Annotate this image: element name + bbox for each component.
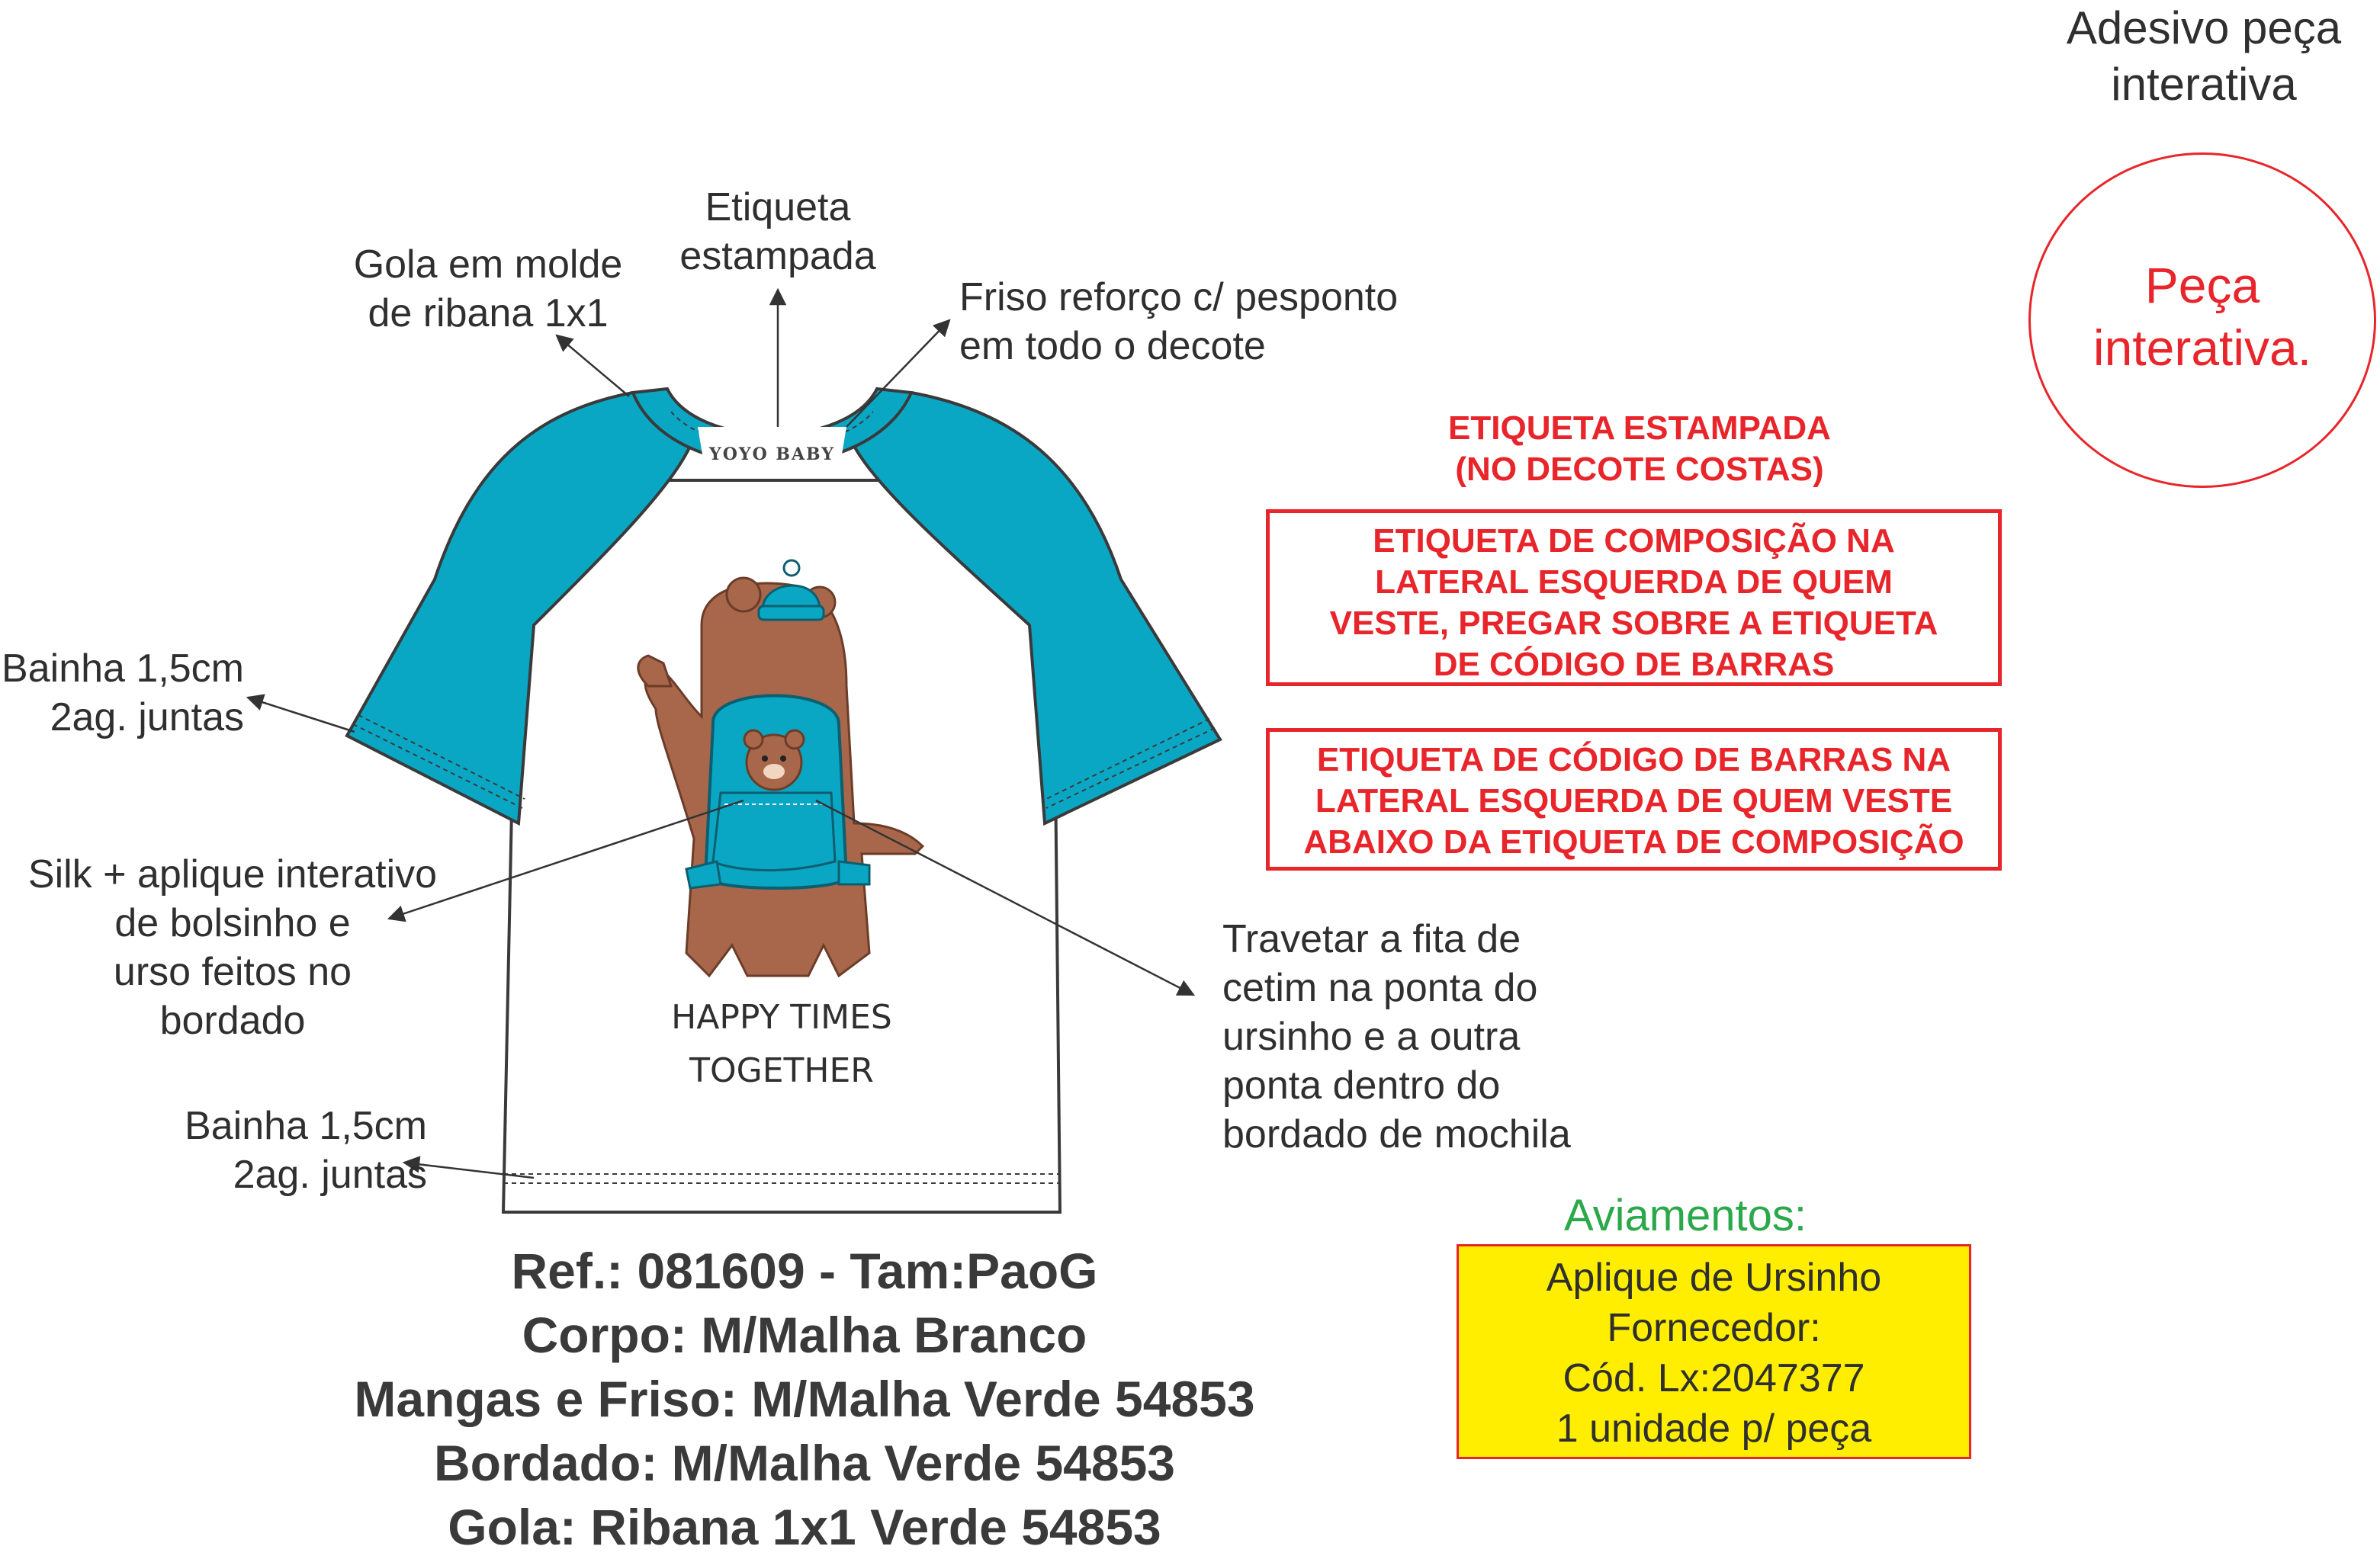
etiqueta-heading-line-2: (NO DECOTE COSTAS) [1455,451,1824,488]
spec-corpo: Corpo: M/Malha Branco [522,1307,1087,1363]
callout-silk-line-4: bordado [159,999,306,1043]
composicao-line-4: DE CÓDIGO DE BARRAS [1433,646,1835,683]
sticker-title-line-2: interativa [2111,59,2297,110]
sticker-title [1998,0,2380,113]
callout-bainha-corpo-line-1: Bainha 1,5cm [185,1104,427,1148]
aviamentos-line-3: Cód. Lx:2047377 [1563,1356,1865,1400]
callout-silk-line-3: urso feitos no [113,950,352,994]
etiqueta-heading-line-1: ETIQUETA ESTAMPADA [1448,409,1831,447]
callout-travetar-line-1: Travetar a fita de [1222,917,1521,961]
composicao-box [1266,509,2002,686]
spec-mangas: Mangas e Friso: M/Malha Verde 54853 [354,1371,1255,1427]
sticker-circle-text [2031,254,2374,379]
sticker-circle [2028,152,2376,488]
aviamentos-box [1457,1244,1971,1459]
aviamentos-line-4: 1 unidade p/ peça [1556,1407,1872,1451]
callout-bainha-corpo [114,1102,427,1199]
callout-gola-line-1: Gola em molde [353,242,623,287]
composicao-line-3: VESTE, PREGAR SOBRE A ETIQUETA [1329,605,1938,642]
spec-bordado: Bordado: M/Malha Verde 54853 [434,1435,1175,1491]
callout-travetar-line-5: bordado de mochila [1222,1112,1571,1156]
callout-travetar-line-2: cetim na ponta do [1222,966,1538,1010]
callout-bainha-corpo-line-2: 2ag. juntas [233,1153,427,1197]
callout-friso [959,273,1493,371]
sticker-circle-line-2: interativa. [2093,319,2312,376]
callout-silk [0,850,465,1045]
aviamentos-title: Aviamentos: [1563,1191,1807,1240]
callout-etiqueta-line-1: Etiqueta [705,185,851,229]
callout-bainha-manga-line-2: 2ag. juntas [50,695,244,739]
callout-bainha-manga-line-1: Bainha 1,5cm [2,646,244,691]
composicao-line-2: LATERAL ESQUERDA DE QUEM [1375,563,1893,601]
callout-friso-line-2: em todo o decote [959,324,1266,368]
composicao-line-1: ETIQUETA DE COMPOSIÇÃO NA [1373,522,1895,560]
codigo-line-2: LATERAL ESQUERDA DE QUEM VESTE [1315,782,1953,820]
callout-gola [328,240,648,338]
callout-bainha-manga [0,644,244,742]
codigo-line-1: ETIQUETA DE CÓDIGO DE BARRAS NA [1316,741,1951,778]
callout-silk-line-1: Silk + aplique interativo [27,852,438,897]
aviamentos-line-2: Fornecedor: [1607,1306,1821,1350]
spec-block [252,1239,1357,1559]
spec-ref: Ref.: 081609 - Tam:PaoG [511,1243,1098,1299]
spec-gola: Gola: Ribana 1x1 Verde 54853 [448,1499,1161,1555]
neck-label-text: YOYO BABY [709,444,835,464]
codigo-line-3: ABAIXO DA ETIQUETA DE COMPOSIÇÃO [1303,823,1964,861]
callout-silk-line-2: de bolsinho e [114,901,351,945]
callout-travetar-line-3: ursinho e a outra [1222,1015,1521,1059]
sticker-title-line-1: Adesivo peça [2066,2,2342,53]
callout-travetar-line-4: ponta dentro do [1222,1063,1501,1108]
callout-etiqueta-line-2: estampada [679,234,876,278]
print-text [671,991,892,1098]
callout-travetar [1222,915,1649,1159]
aviamentos-line-1: Aplique de Ursinho [1546,1256,1882,1300]
etiqueta-heading [1266,408,2013,490]
callout-gola-line-2: de ribana 1x1 [368,291,609,335]
print-line-1: HAPPY TIMES [671,998,892,1037]
codigo-box [1266,728,2002,871]
sticker-circle-line-1: Peça [2144,257,2260,313]
callout-friso-line-1: Friso reforço c/ pesponto [959,275,1399,319]
callout-etiqueta [656,183,900,281]
print-line-2: TOGETHER [689,1051,874,1090]
